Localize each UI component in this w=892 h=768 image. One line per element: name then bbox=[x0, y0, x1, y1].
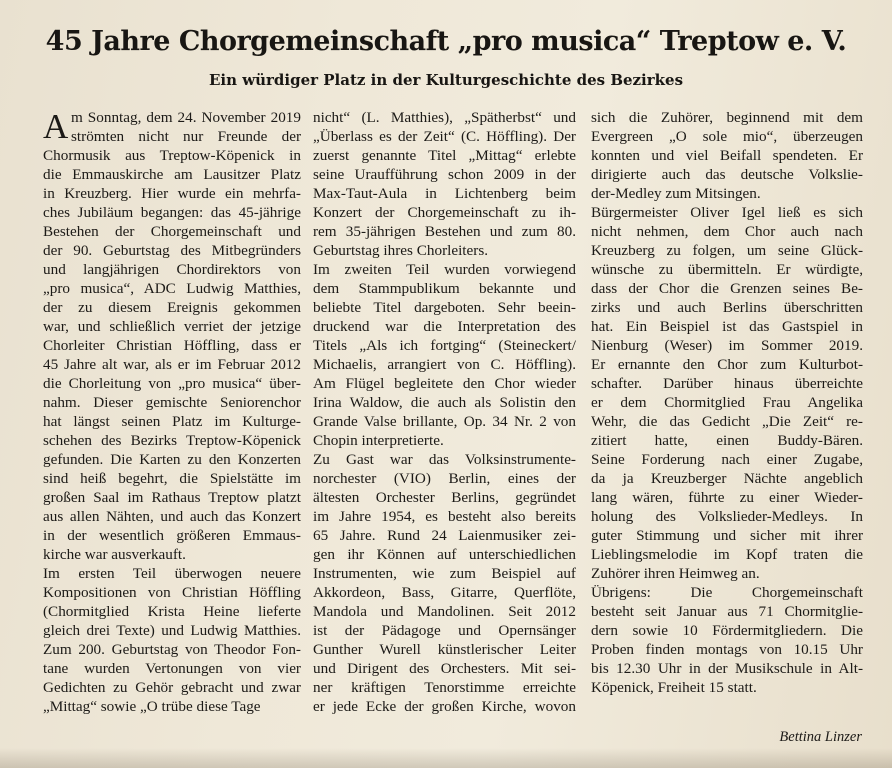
text-line: Im zweiten Teil wurden vorwiegend bbox=[313, 261, 576, 278]
text-line: zitiert hatte, einen Buddy-Bären. bbox=[591, 432, 863, 449]
text-line: Er ernannte den Chor zum Kulturbot- bbox=[591, 356, 863, 373]
text-line: tane wurden Vertonungen von vier bbox=[43, 660, 301, 677]
text-line: ist der Pädagoge und Opernsänger bbox=[313, 622, 576, 639]
text-line: guter Stimmung und sicher mit ihrer bbox=[591, 527, 863, 544]
text-line: Kompositionen von Christian Höffling bbox=[43, 584, 301, 601]
text-line: aus allen Nähten, und auch das Konzert bbox=[43, 508, 301, 525]
text-line: dass der Chor die Grenzen seines Be- bbox=[591, 280, 863, 297]
text-line: Bürgermeister Oliver Igel ließ es sich bbox=[591, 204, 863, 221]
text-line: Gedichten zu Gehör gebracht und zwar bbox=[43, 679, 301, 696]
text-line: da ja Kreuzberger Nächte angeblich bbox=[591, 470, 863, 487]
text-line: druckend war die Interpretation des bbox=[313, 318, 576, 335]
text-line: Kreuzberg zu folgen, um seine Glück- bbox=[591, 242, 863, 259]
text-line: in der wesentlich größeren Emmaus- bbox=[43, 527, 301, 544]
text-line: Köpenick, Freiheit 15 statt. bbox=[591, 679, 757, 696]
text-line: konnten und viel Beifall spendeten. Er bbox=[591, 147, 863, 164]
text-line: zuerst genannte Titel „Mittag“ erlebte bbox=[313, 147, 576, 164]
text-line: und Dirigent des Orchesters. Mit sei- bbox=[313, 660, 576, 677]
drop-cap-letter: A bbox=[43, 107, 69, 146]
text-line: ner kräftigen Tenorstimme erreichte bbox=[313, 679, 576, 696]
text-line: nahm. Dieser gemischte Seniorenchor bbox=[43, 394, 301, 411]
article-column-3 bbox=[591, 108, 863, 748]
text-line: 65 Jahre. Rund 24 Laienmusiker zei- bbox=[313, 527, 576, 544]
article-column-2 bbox=[313, 108, 576, 748]
text-line: die Emmauskirche am Lausitzer Platz bbox=[43, 166, 301, 183]
text-line: er jede Ecke der großen Kirche, wovon bbox=[313, 698, 576, 715]
text-line: rem 35-jährigen Bestehen und zum 80. bbox=[313, 223, 576, 240]
text-line: Instrumenten, wie zum Beispiel auf bbox=[313, 565, 576, 582]
text-line: Lieblingsmelodie im Kopf traten die bbox=[591, 546, 863, 563]
text-line: holung des Volkslieder-Medleys. In bbox=[591, 508, 863, 525]
text-line: Zum 200. Geburtstag von Theodor Fon- bbox=[43, 641, 301, 658]
text-line: schehen des Bezirks Treptow-Köpenick bbox=[43, 432, 301, 449]
text-line: der 90. Geburtstag des Mitbegründers bbox=[43, 242, 301, 259]
text-line: Max-Taut-Aula in Lichtenberg beim bbox=[313, 185, 576, 202]
text-line: Im ersten Teil überwogen neuere bbox=[43, 565, 301, 582]
text-line: Chormusik aus Treptow-Köpenick in bbox=[43, 147, 301, 164]
text-line: „Mittag“ sowie „O trübe diese Tage bbox=[43, 698, 261, 715]
text-line: Titels „Als ich fortging“ (Steineckert/ bbox=[313, 337, 576, 354]
text-line: Irina Waldow, die auch als Solistin den bbox=[313, 394, 576, 411]
text-line: in Kreuzberg. Hier wurde ein mehrfa- bbox=[43, 185, 301, 202]
text-line: gleich drei Texte) und Ludwig Matthies. bbox=[43, 622, 301, 639]
text-line: Gunther Wurell künstlerischer Leiter bbox=[313, 641, 576, 658]
text-line: die Chorleitung von „pro musica“ über- bbox=[43, 375, 301, 392]
text-line: Nienburg (Weser) im Sommer 2019. bbox=[591, 337, 863, 354]
text-line: bis 12.30 Uhr in der Musikschule in Alt- bbox=[591, 660, 863, 677]
text-line: sind heiß begehrt, die Spielstätte im bbox=[43, 470, 301, 487]
text-line: Proben finden montags von 10.15 Uhr bbox=[591, 641, 863, 658]
text-line: dern sowie 10 Fördermitgliedern. Die bbox=[591, 622, 863, 639]
text-line: Mandola und Mandolinen. Seit 2012 bbox=[313, 603, 576, 620]
text-line: Konzert der Chorgemeinschaft zu ih- bbox=[313, 204, 576, 221]
text-line: beliebte Titel dargeboten. Sehr beein- bbox=[313, 299, 576, 316]
text-line: Übrigens: Die Chorgemeinschaft bbox=[591, 584, 863, 601]
text-line: gen ihr Können auf unterschiedlichen bbox=[313, 546, 576, 563]
author-signature: Bettina Linzer bbox=[779, 729, 862, 745]
text-line: nicht nehmen, dem Chor auch nach bbox=[591, 223, 863, 240]
text-line: gefunden. Die Karten zu den Konzerten bbox=[43, 451, 301, 468]
text-line: wünsche zu übermitteln. Er würdigte, bbox=[591, 261, 863, 278]
text-line: und langjährigen Chordirektors von bbox=[43, 261, 301, 278]
text-line: der zu diesem Ereignis gekommen bbox=[43, 299, 301, 316]
text-line: besteht seit Januar aus 71 Chormitglie- bbox=[591, 603, 863, 620]
text-line: „Überlass es der Zeit“ (C. Höffling). Der bbox=[313, 128, 576, 145]
text-line: dem Stammpublikum bekannte und bbox=[313, 280, 576, 297]
text-line: norchester (VIO) Berlin, eines der bbox=[313, 470, 576, 487]
text-line: Geburtstag ihres Chorleiters. bbox=[313, 242, 489, 259]
text-line: strömten nicht nur Freunde der bbox=[71, 128, 301, 145]
text-line: „pro musica“, ADC Ludwig Matthies, bbox=[43, 280, 301, 297]
text-line: Chorleiter Christian Höffling, dass er bbox=[43, 337, 301, 354]
text-line: im Jahre 1954, es besteht also bereits bbox=[313, 508, 576, 525]
article-subtitle: Ein würdiger Platz in der Kulturgeschichte des Bezirkes bbox=[208, 71, 684, 89]
text-line: lang wären, führte zu einer Wieder- bbox=[591, 489, 863, 506]
text-line: hat längst seinen Platz im Kulturge- bbox=[43, 413, 301, 430]
text-line: Michaelis, arrangiert von C. Höffling). bbox=[313, 356, 576, 373]
text-line: 45 Jahre alt war, als er im Februar 2012 bbox=[43, 356, 301, 373]
text-line: er dem Chormitglied Frau Angelika bbox=[591, 394, 863, 411]
text-line: Evergreen „O sole mio“, überzeugen bbox=[591, 128, 863, 145]
text-line: Am Flügel begleitete den Chor wieder bbox=[313, 375, 576, 392]
text-line: Seine Forderung nach einer Zugabe, bbox=[591, 451, 863, 468]
text-line: ches Jubiläum begangen: das 45-jährige bbox=[43, 204, 301, 221]
text-line: m Sonntag, dem 24. November 2019 bbox=[71, 109, 301, 126]
text-line: nicht“ (L. Matthies), „Spätherbst“ und bbox=[313, 109, 576, 126]
text-line: Akkordeon, Bass, Gitarre, Querflöte, bbox=[313, 584, 576, 601]
page-shadow bbox=[0, 748, 892, 768]
text-line: kirche war ausverkauft. bbox=[43, 546, 186, 563]
text-line: großen Saal im Rathaus Treptow platzt bbox=[43, 489, 301, 506]
text-line: (Chormitglied Krista Heine lieferte bbox=[43, 603, 301, 620]
text-line: sich die Zuhörer, beginnend mit dem bbox=[591, 109, 863, 126]
article-column-1 bbox=[43, 108, 301, 748]
text-line: Wehr, die das Gedicht „Die Zeit“ re- bbox=[591, 413, 863, 430]
text-line: Grande Valse brillante, Op. 34 Nr. 2 von bbox=[313, 413, 576, 430]
text-line: seine Uraufführung schon 2009 in der bbox=[313, 166, 576, 183]
text-line: Chopin interpretierte. bbox=[313, 432, 444, 449]
text-line: Bestehen der Chorgemeinschaft und bbox=[43, 223, 301, 240]
text-line: Zuhörer ihren Heimweg an. bbox=[591, 565, 760, 582]
text-line: hat. Ein Beispiel ist das Gastspiel in bbox=[591, 318, 863, 335]
text-line: ältesten Orchester Berlins, gegründet bbox=[313, 489, 576, 506]
text-line: zirks und auch Berlins überschritten bbox=[591, 299, 863, 316]
text-line: schafter. Darüber hinaus überreichte bbox=[591, 375, 863, 392]
text-line: dirigierte auch das deutsche Volkslie- bbox=[591, 166, 863, 183]
text-line: war, und schließlich verriet der jetzige bbox=[43, 318, 301, 335]
article-headline: 45 Jahre Chorgemeinschaft „pro musica“ Treptow e. V. bbox=[45, 26, 847, 57]
text-line: der-Medley zum Mitsingen. bbox=[591, 185, 761, 202]
text-line: Zu Gast war das Volksinstrumente- bbox=[313, 451, 576, 468]
